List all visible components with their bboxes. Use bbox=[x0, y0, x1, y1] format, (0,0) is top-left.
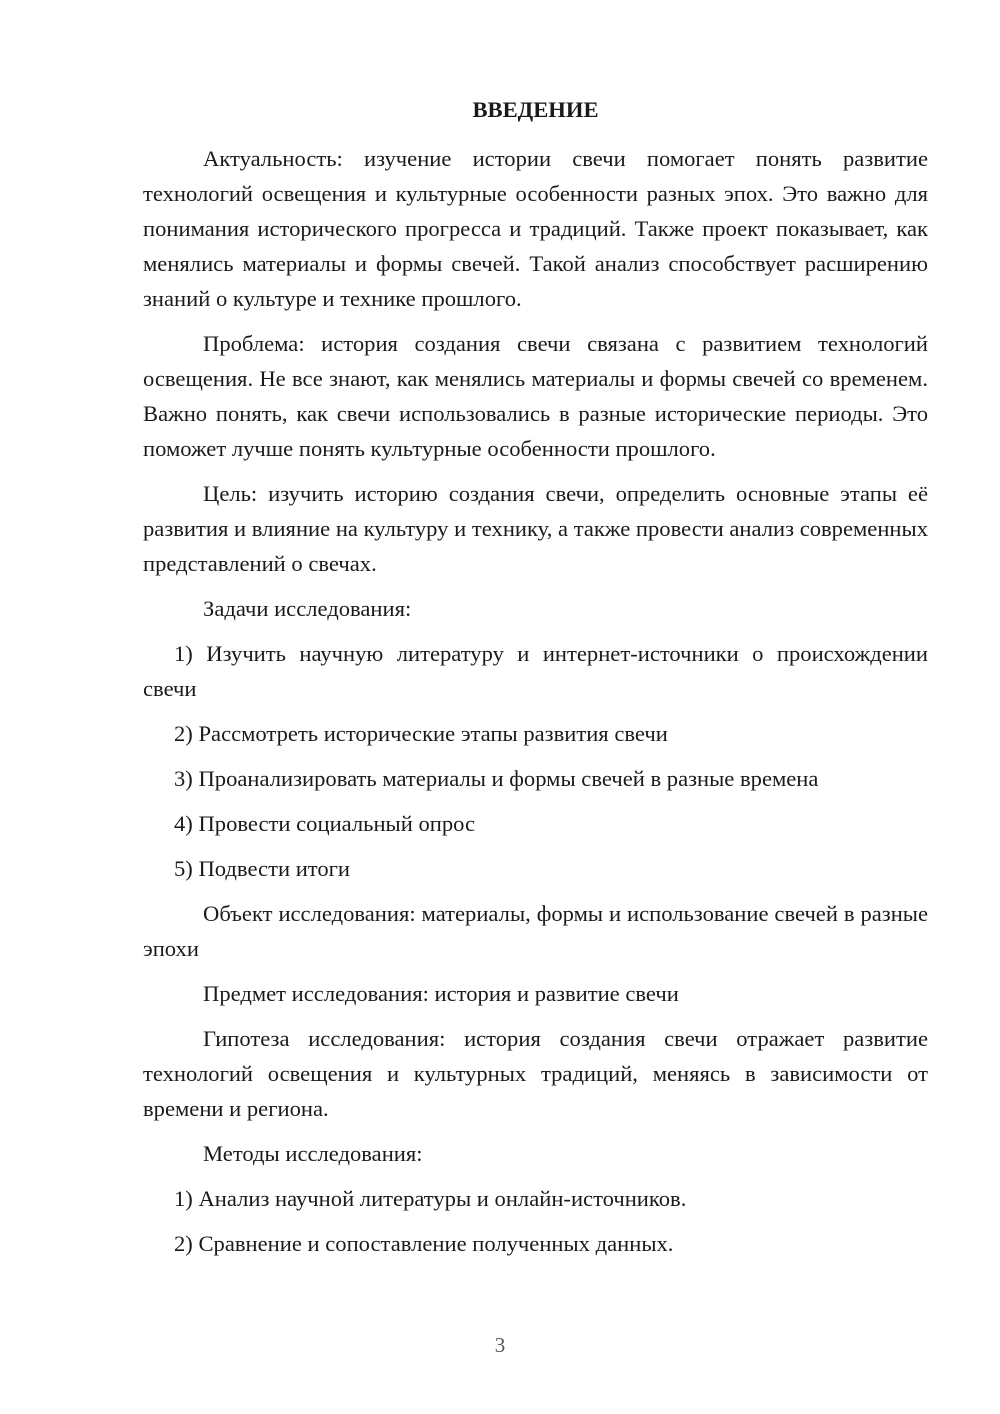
page-number: 3 bbox=[494, 1333, 506, 1357]
task-item-4: 4) Провести социальный опрос bbox=[174, 811, 476, 836]
task-item-1: 1) Изучить научную литературу и интернет-источники о происхождении свечи bbox=[143, 641, 928, 701]
subject-paragraph: Предмет исследования: история и развитие свечи bbox=[203, 981, 679, 1006]
task-item-3: 3) Проанализировать материалы и формы свечей в разные времена bbox=[174, 766, 819, 791]
methods-heading: Методы исследования: bbox=[203, 1141, 423, 1166]
document-page bbox=[143, 92, 928, 1271]
relevance-paragraph: Актуальность: изучение истории свечи помогает понять развитие технологий освещения и культурные особенности разных эпох. Это важно для понимания исторического прогресса и традиций. Также проект показывает, как менялись материалы и формы свечей. Такой анализ способствует расширению знаний о культуре и технике прошлого. bbox=[143, 146, 928, 311]
hypothesis-paragraph: Гипотеза исследования: история создания свечи отражает развитие технологий освещения и культурных традиций, меняясь в зависимости от времени и региона. bbox=[143, 1026, 928, 1121]
tasks-heading: Задачи исследования: bbox=[203, 596, 412, 621]
goal-paragraph: Цель: изучить историю создания свечи, определить основные этапы её развития и влияние на культуру и технику, а также провести анализ современных представлений о свечах. bbox=[143, 481, 928, 576]
object-paragraph: Объект исследования: материалы, формы и использование свечей в разные эпохи bbox=[143, 901, 928, 961]
task-item-2: 2) Рассмотреть исторические этапы развития свечи bbox=[174, 721, 668, 746]
page-title: ВВЕДЕНИЕ bbox=[472, 97, 599, 122]
task-item-5: 5) Подвести итоги bbox=[174, 856, 351, 881]
method-item-1: 1) Анализ научной литературы и онлайн-источников. bbox=[174, 1186, 687, 1211]
method-item-2: 2) Сравнение и сопоставление полученных данных. bbox=[174, 1231, 674, 1256]
problem-paragraph: Проблема: история создания свечи связана с развитием технологий освещения. Не все знают, как менялись материалы и формы свечей со временем. Важно понять, как свечи использовались в разные исторические периоды. Это поможет лучше понять культурные особенности прошлого. bbox=[143, 331, 928, 461]
